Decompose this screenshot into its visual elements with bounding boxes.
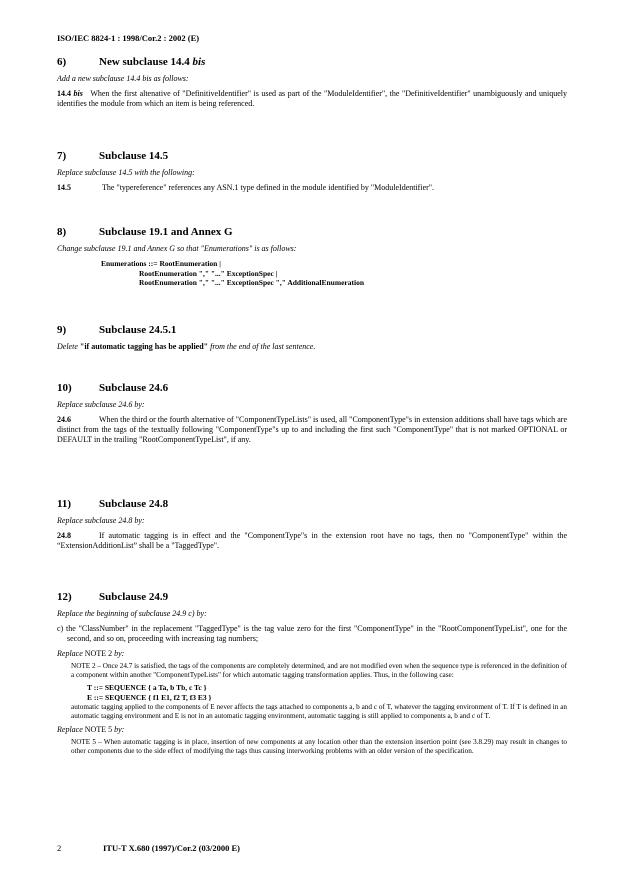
clause-11-text: 24.8 If automatic tagging is in effect and the "ComponentType"s in the extension root have no tags, then no "ComponentType" within the “ExtensionAdditionList” shall be a "TaggedType". (57, 531, 567, 550)
clause-8-title: 8) Subclause 19.1 and Annex G (57, 226, 233, 238)
note-5: NOTE 5 – When automatic tagging is in place, insertion of new components at any location other than the extension insertion point (see 3.8.29) may result in changes to other components due to the side effect of modifying the tags thus causing interworking problems with an older version of the specification. (71, 738, 567, 755)
replace-note-2: Replace NOTE 2 by: (57, 649, 125, 658)
clause-7-text: 14.5 The "typereference" references any ASN.1 type defined in the module identified by "ModuleIdentifier". (57, 183, 435, 192)
clause-6-instruction: Add a new subclause 14.4 bis as follows: (57, 74, 189, 83)
replace-note-5: Replace NOTE 5 by: (57, 725, 125, 734)
clause-7-title: 7) Subclause 14.5 (57, 150, 169, 162)
clause-9 (57, 323, 567, 352)
clause-11-instruction: Replace subclause 24.8 by: (57, 516, 145, 525)
note-2: NOTE 2 – Once 24.7 is satisfied, the tags of the components are completely determined, and are not modified even when the sequence type is referenced in the definition of a component within another "ComponentTypeLists" for which automatic tagging transformation applies. Thus, in the following case: (71, 662, 567, 679)
clause-10-instruction: Replace subclause 24.6 by: (57, 400, 145, 409)
clause-7-instruction: Replace subclause 14.5 with the following: (57, 168, 195, 177)
clause-12-item-c: c) the "ClassNumber" in the replacement "TaggedType" is the tag value zero for the first "ComponentType" in the "RootComponentTypeList", one for the second, and so on, proceeding with increasing tag numbers; (57, 624, 567, 643)
clause-9-title: 9) Subclause 24.5.1 (57, 324, 177, 336)
clause-9-instruction: Delete "if automatic tagging has be applied" from the end of the last sentence. (57, 342, 316, 351)
footer-reference: ITU-T X.680 (1997)/Cor.2 (03/2000 E) (103, 843, 240, 853)
enumerations-definition: Enumerations ::= RootEnumeration | RootEnumeration "," "..." ExceptionSpec | RootEnumeration "," "..." ExceptionSpec "," AdditionalEnumeration (101, 259, 364, 287)
clause-6 (57, 55, 567, 109)
code-line-t: T ::= SEQUENCE { a Ta, b Tb, c Tc } (87, 683, 207, 692)
clause-12-title: 12) Subclause 24.9 (57, 591, 169, 603)
note-2-continuation: automatic tagging applied to the components of E never affects the tags attached to components a, b and c of T, whatever the tagging environment of T. If T is defined in an automatic tagging environment and E is not in an automatic tagging environment, automatic tagging is still applied to components a, b and c of T. (71, 703, 567, 720)
clause-11 (57, 497, 567, 551)
clause-8-instruction: Change subclause 19.1 and Annex G so that "Enumerations" is as follows: (57, 244, 297, 253)
page-number: 2 (57, 843, 62, 853)
clause-6-title: 6) New subclause 14.4 bis (57, 56, 206, 68)
clause-12 (57, 590, 567, 756)
clause-10 (57, 381, 567, 445)
clause-8 (57, 225, 567, 288)
clause-10-title: 10) Subclause 24.6 (57, 382, 169, 394)
page-footer (57, 843, 240, 853)
clause-11-title: 11) Subclause 24.8 (57, 498, 169, 510)
clause-10-text: 24.6 When the third or the fourth alternative of "ComponentTypeLists" is used, all "ComponentType"s in extension additions shall have tags which are distinct from the tags of the textually following "ComponentType"s up to and including the first such "ComponentType" that is not marked OPTIONAL or DEFAULT in the trailing "RootComponentTypeList", if any. (57, 415, 567, 444)
clause-7 (57, 149, 567, 193)
clause-6-text: 14.4 bis When the first altenative of "DefinitiveIdentifier" is used as part of the "ModuleIdentifier", the "DefinitiveIdentifier" unambiguously and uniquely identifies the module from which an item is being referenced. (57, 89, 568, 108)
running-header: ISO/IEC 8824-1 : 1998/Cor.2 : 2002 (E) (57, 33, 200, 43)
code-line-e: E ::= SEQUENCE { f1 E1, f2 T, f3 E3 } (87, 693, 212, 702)
clause-12-instruction: Replace the beginning of subclause 24.9 c) by: (57, 609, 207, 618)
